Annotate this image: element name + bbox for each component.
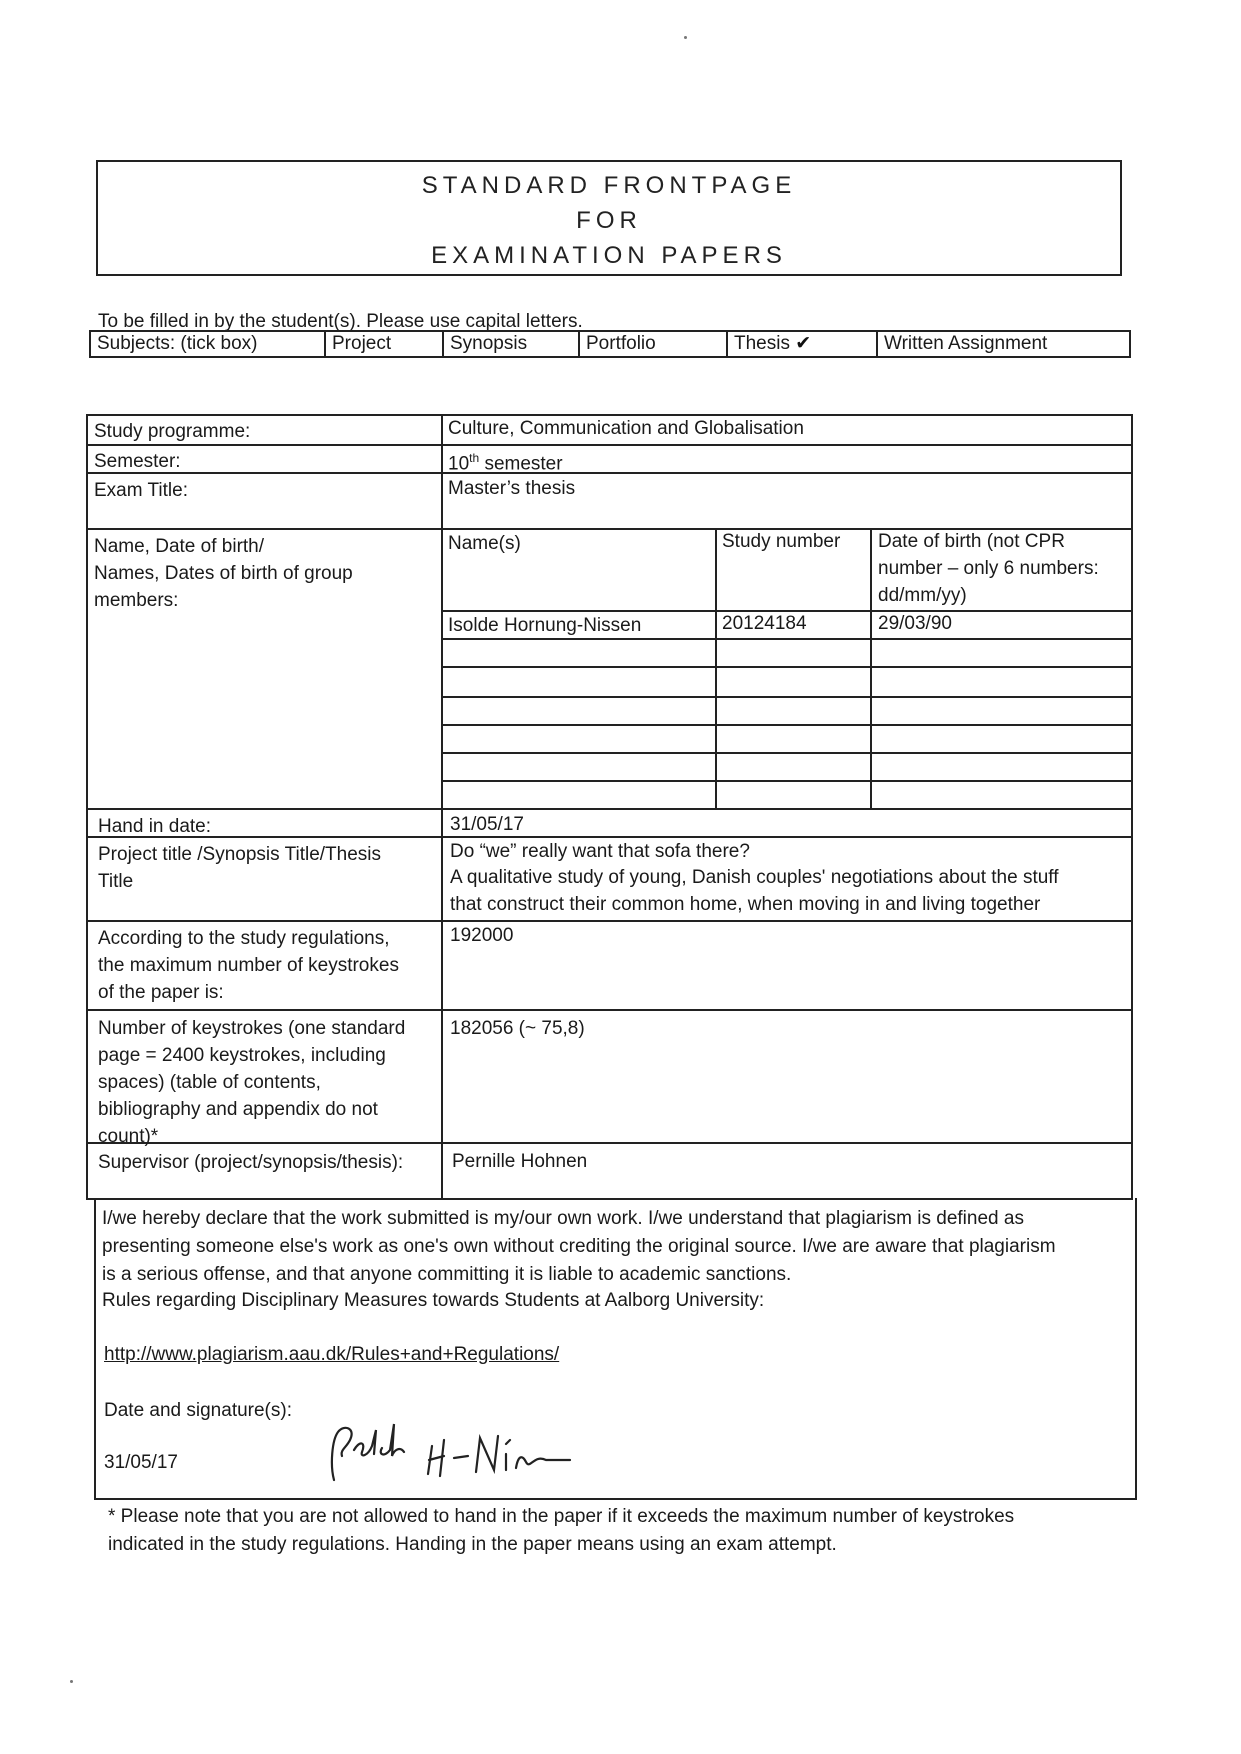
footnote-line-2: indicated in the study regulations. Handing in the paper means using an exam attempt. — [108, 1534, 837, 1555]
declaration-border — [1135, 1198, 1137, 1500]
declaration-line-3: is a serious offense, and that anyone committing it is liable to academic sanctions. — [102, 1264, 792, 1285]
table-rule — [441, 724, 1133, 726]
subject-portfolio-checkbox[interactable]: Portfolio — [580, 332, 728, 356]
supervisor-label: Supervisor (project/synopsis/thesis): — [98, 1152, 404, 1173]
col-header-dob-line-2: number – only 6 numbers: — [878, 558, 1099, 579]
title-line-3: EXAMINATION PAPERS — [431, 242, 787, 269]
student-dob: 29/03/90 — [878, 613, 952, 634]
semester-ordinal: th — [469, 451, 480, 465]
date-signature-label: Date and signature(s): — [104, 1400, 292, 1421]
max-keystrokes-label-line-3: of the paper is: — [98, 982, 224, 1003]
title-line-1: STANDARD FRONTPAGE — [421, 172, 797, 199]
declaration-line-4: Rules regarding Disciplinary Measures towards Students at Aalborg University: — [102, 1290, 765, 1311]
max-keystrokes-label-line-1: According to the study regulations, — [98, 928, 390, 949]
declaration-line-2: presenting someone else's work as one's own without crediting the original source. I/we are aware that plagiarism — [102, 1236, 1056, 1257]
names-label-line-1: Name, Date of birth/ — [94, 536, 265, 557]
subject-written-assignment-checkbox[interactable]: Written Assignment — [884, 333, 1048, 354]
exam-title-label: Exam Title: — [94, 480, 188, 501]
declaration-line-1: I/we hereby declare that the work submitted is my/our own work. I/we understand that plagiarism is defined as — [102, 1208, 1024, 1229]
student-number: 20124184 — [722, 613, 807, 634]
table-rule — [86, 1198, 1133, 1200]
col-header-dob-line-1: Date of birth (not CPR — [878, 531, 1065, 552]
thesis-title-line-3: that construct their common home, when moving in and living together — [450, 894, 1041, 915]
table-rule — [86, 808, 1133, 810]
table-rule — [870, 528, 872, 810]
max-keystrokes-label-line-2: the maximum number of keystrokes — [98, 955, 399, 976]
table-rule — [86, 414, 88, 1200]
title-box — [96, 160, 1122, 276]
table-rule — [1131, 414, 1133, 1200]
exam-title-value: Master’s thesis — [448, 478, 576, 499]
subject-project-checkbox[interactable]: Project — [326, 332, 444, 356]
instruction-text: To be filled in by the student(s). Please use capital letters. — [98, 311, 583, 332]
thesis-title-line-2: A qualitative study of young, Danish couples' negotiations about the stuff — [450, 867, 1059, 888]
table-rule — [86, 1009, 1133, 1011]
title-line-2: FOR — [576, 207, 642, 234]
student-name: Isolde Hornung-Nissen — [448, 615, 642, 636]
thesis-title-line-1: Do “we” really want that sofa there? — [450, 841, 750, 862]
names-label-line-2: Names, Dates of birth of group — [94, 563, 353, 584]
names-label-line-3: members: — [94, 590, 179, 611]
study-programme-label: Study programme: — [94, 421, 251, 442]
subjects-label: Subjects: (tick box) — [91, 332, 326, 356]
plagiarism-rules-link[interactable]: http://www.plagiarism.aau.dk/Rules+and+Regulations/ — [104, 1344, 560, 1365]
hand-in-label: Hand in date: — [98, 816, 212, 837]
keystrokes-label-line-2: page = 2400 keystrokes, including — [98, 1045, 386, 1066]
study-programme-value: Culture, Communication and Globalisation — [448, 418, 804, 439]
table-rule — [441, 752, 1133, 754]
declaration-border — [94, 1198, 96, 1500]
semester-word: semester — [484, 453, 563, 475]
subjects-row — [89, 330, 1131, 358]
footnote-line-1: * Please note that you are not allowed to hand in the paper if it exceeds the maximum number of keystrokes — [108, 1506, 1015, 1527]
keystrokes-value: 182056 (~ 75,8) — [450, 1018, 585, 1039]
scan-speck — [684, 36, 687, 39]
table-rule — [715, 528, 717, 810]
scan-speck — [70, 1680, 73, 1683]
declaration-border — [94, 1498, 1137, 1500]
col-header-dob-line-3: dd/mm/yy) — [878, 585, 967, 606]
thesis-title-label-line-2: Title — [98, 871, 134, 892]
col-header-study-number: Study number — [722, 531, 841, 552]
max-keystrokes-value: 192000 — [450, 925, 514, 946]
table-rule — [86, 472, 1133, 474]
subject-thesis-checkbox[interactable] — [728, 332, 878, 356]
keystrokes-label-line-4: bibliography and appendix do not — [98, 1099, 378, 1120]
table-rule — [441, 414, 443, 1200]
signature-date: 31/05/17 — [104, 1452, 178, 1473]
keystrokes-label-line-5: count)* — [98, 1126, 159, 1147]
subject-synopsis-checkbox[interactable]: Synopsis — [444, 332, 580, 356]
keystrokes-label-line-1: Number of keystrokes (one standard — [98, 1018, 406, 1039]
table-rule — [441, 780, 1133, 782]
subject-thesis-label: Thesis — [734, 333, 790, 354]
supervisor-value: Pernille Hohnen — [452, 1151, 588, 1172]
semester-number: 10 — [448, 453, 470, 475]
thesis-title-label-line-1: Project title /Synopsis Title/Thesis — [98, 844, 381, 865]
table-rule — [86, 920, 1133, 922]
handwritten-signature — [320, 1410, 580, 1490]
table-rule — [441, 696, 1133, 698]
semester-value — [448, 445, 563, 477]
hand-in-value: 31/05/17 — [450, 814, 524, 835]
semester-label: Semester: — [94, 451, 181, 472]
table-rule — [441, 666, 1133, 668]
col-header-names: Name(s) — [448, 533, 521, 554]
table-rule — [86, 1142, 1133, 1144]
keystrokes-label-line-3: spaces) (table of contents, — [98, 1072, 321, 1093]
checkmark-icon: ✔ — [795, 333, 812, 354]
